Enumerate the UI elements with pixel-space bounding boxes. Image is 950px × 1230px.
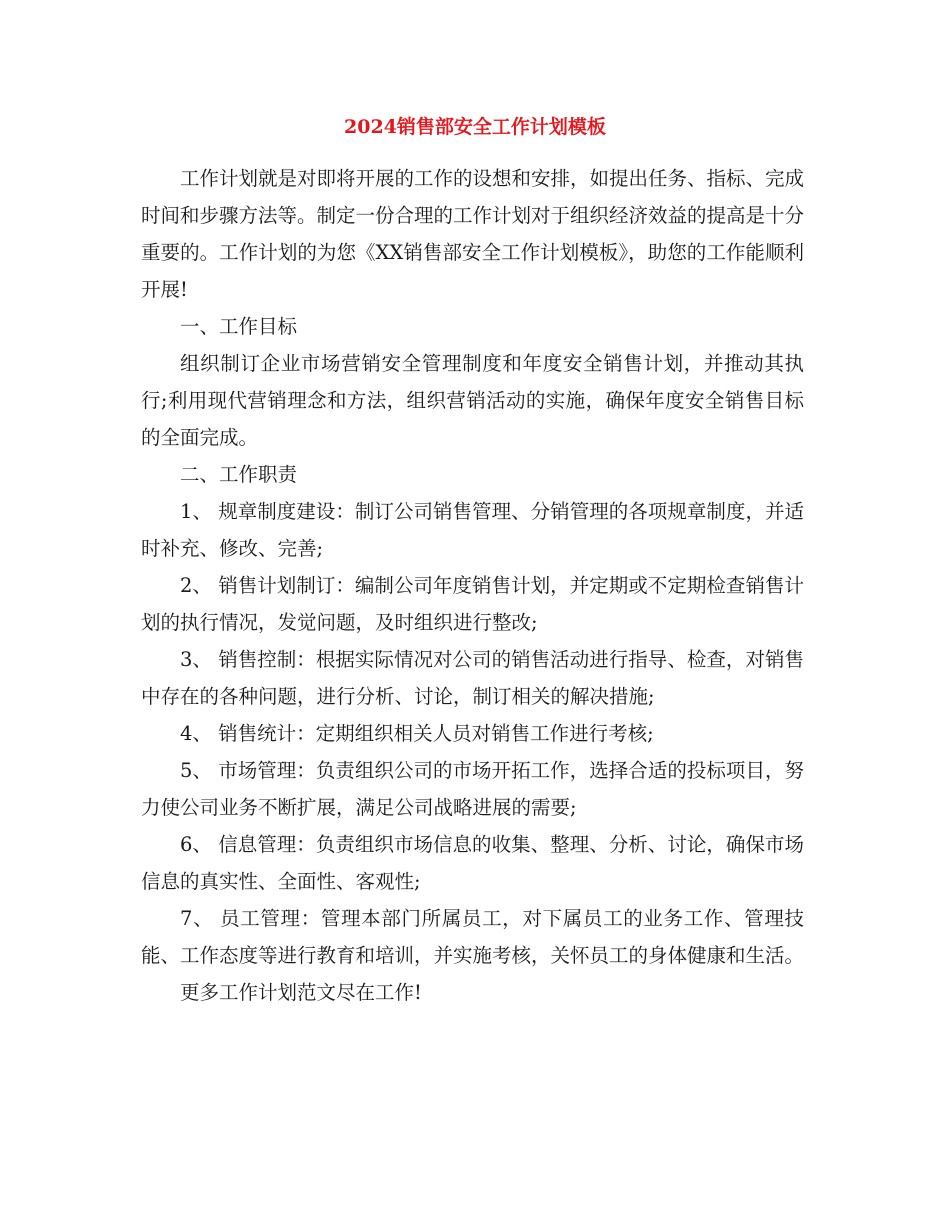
section-heading-goals: 一、工作目标 xyxy=(180,315,298,338)
document-title: 2024销售部安全工作计划模板 xyxy=(344,116,606,138)
duty-item-6: 6、 信息管理：负责组织市场信息的收集、整理、分析、讨论，确保市场信息的真实性、全面性、客观性; xyxy=(141,833,804,893)
section-heading-duties: 二、工作职责 xyxy=(180,463,298,486)
paragraph-closing: 更多工作计划范文尽在工作! xyxy=(180,981,422,1004)
duty-item-2: 2、 销售计划制订：编制公司年度销售计划，并定期或不定期检查销售计划的执行情况，发觉问题，及时组织进行整改; xyxy=(141,574,804,634)
duty-item-3: 3、 销售控制：根据实际情况对公司的销售活动进行指导、检查，对销售中存在的各种问题，进行分析、讨论，制订相关的解决措施; xyxy=(141,648,804,708)
document-body xyxy=(141,160,804,1011)
duty-item-1: 1、 规章制度建设：制订公司销售管理、分销管理的各项规章制度，并适时补充、修改、完善; xyxy=(141,500,804,560)
duty-item-4: 4、 销售统计：定期组织相关人员对销售工作进行考核; xyxy=(180,722,654,745)
paragraph-intro: 工作计划就是对即将开展的工作的设想和安排，如提出任务、指标、完成时间和步骤方法等。制定一份合理的工作计划对于组织经济效益的提高是十分重要的。工作计划的为您《XX销售部安全工作计划模板》，助您的工作能顺利开展! xyxy=(141,167,805,301)
paragraph-goals: 组织制订企业市场营销安全管理制度和年度安全销售计划，并推动其执行;利用现代营销理念和方法，组织营销活动的实施，确保年度安全销售目标的全面完成。 xyxy=(141,352,804,449)
duty-item-7: 7、 员工管理：管理本部门所属员工，对下属员工的业务工作、管理技能、工作态度等进行教育和培训，并实施考核，关怀员工的身体健康和生活。 xyxy=(141,907,805,967)
duty-item-5: 5、 市场管理：负责组织公司的市场开拓工作，选择合适的投标项目，努力使公司业务不断扩展，满足公司战略进展的需要; xyxy=(141,759,804,819)
